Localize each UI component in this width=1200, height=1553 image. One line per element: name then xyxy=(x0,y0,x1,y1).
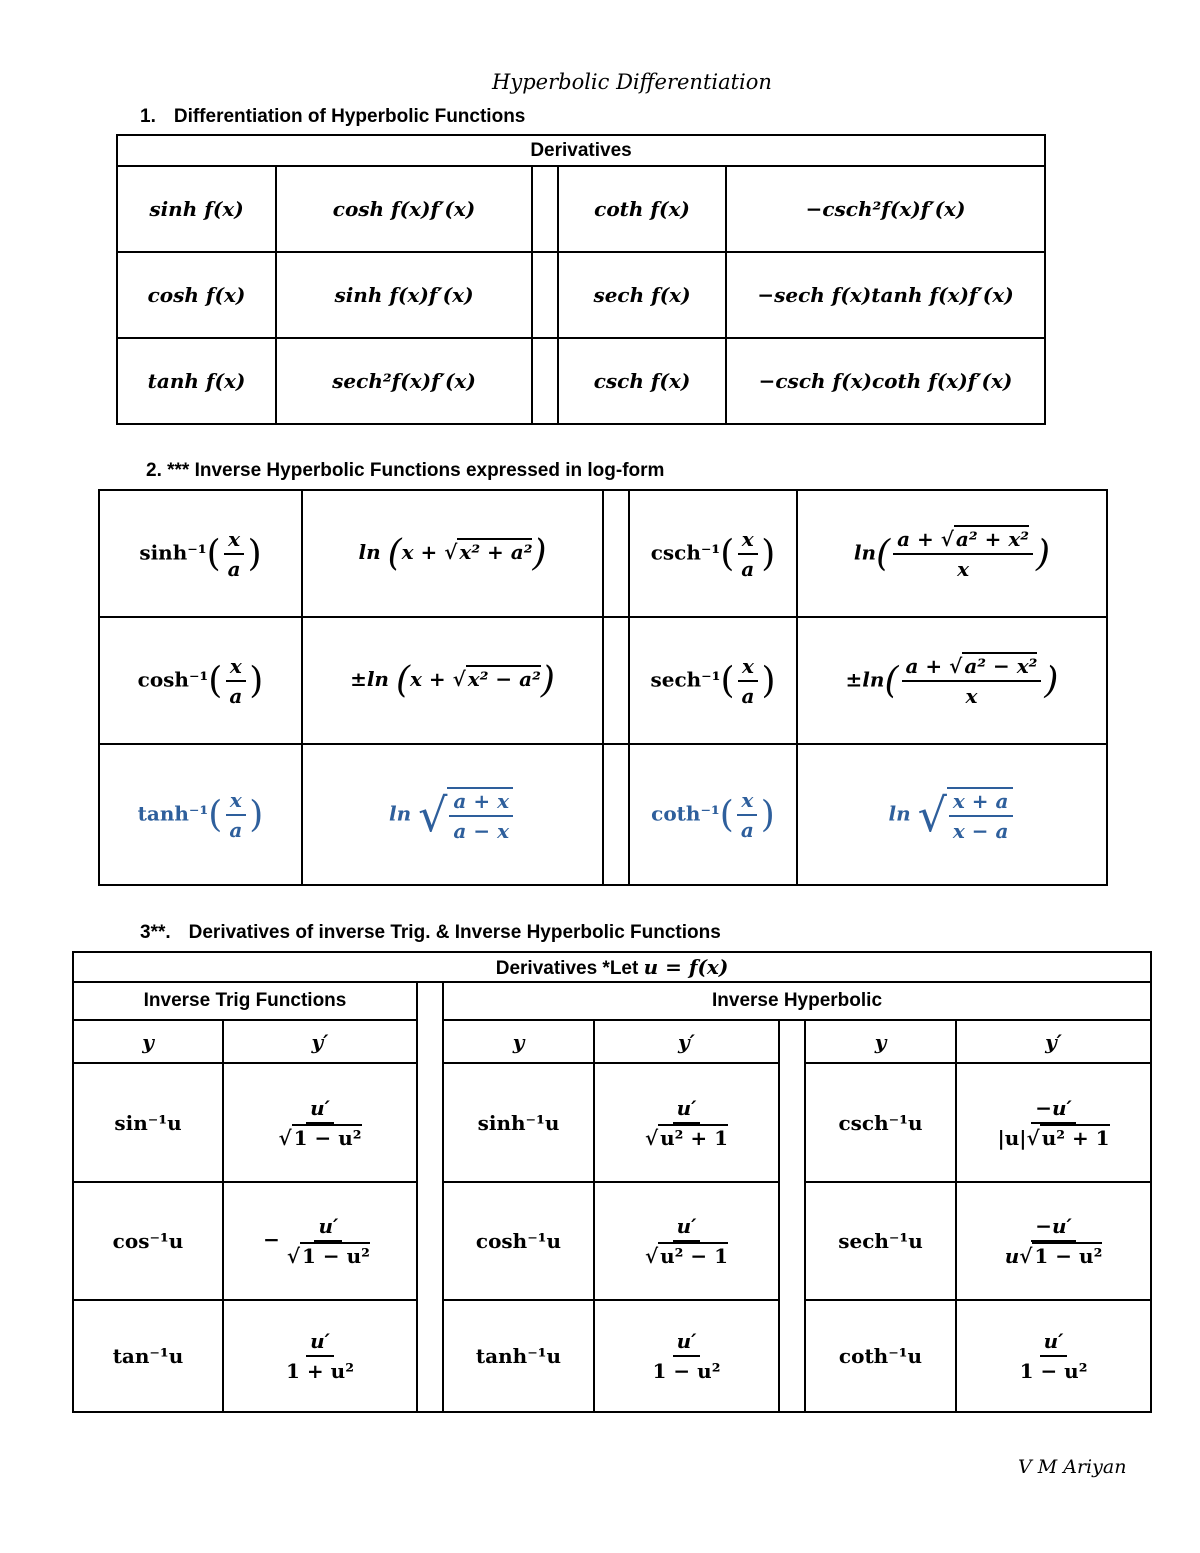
derivative-cell: $\frac{u'}{\text{√ 1 − u²}}$ xyxy=(223,1063,417,1182)
numerator: u′ xyxy=(306,1329,334,1357)
spacer-cell xyxy=(779,1020,805,1412)
section1-title: Differentiation of Hyperbolic Functions xyxy=(173,106,526,127)
numerator: u′ xyxy=(314,1214,342,1242)
table-row xyxy=(99,744,1107,885)
function-cell: coth⁻¹u xyxy=(805,1300,956,1412)
radicand: a² − x² xyxy=(964,653,1038,678)
function-name: csch⁻¹ xyxy=(650,540,721,564)
function-name: sinh⁻¹ xyxy=(139,540,207,564)
derivative-cell: sech²f(x)f′(x) xyxy=(276,338,532,424)
arg-numerator: x xyxy=(224,527,244,555)
log-prefix: ±ln xyxy=(845,667,885,691)
function-cell: tan⁻¹u xyxy=(73,1300,223,1412)
section3-heading xyxy=(140,922,721,944)
inverse-function-cell: sech⁻¹( $\frac{x}{a}$ ) xyxy=(629,617,797,744)
log-numerator: x + a xyxy=(949,789,1013,817)
hyperbolic-derivatives-table xyxy=(116,134,1046,425)
denominator-prefix: |u| xyxy=(997,1125,1027,1150)
section2-title: *** Inverse Hyperbolic Functions expressed in log-form xyxy=(167,460,665,481)
arg-numerator: x xyxy=(737,788,757,816)
derivative-cell: − $\frac{u'}{\text{√ 1 − u²}}$ xyxy=(223,1182,417,1300)
derivative-cell xyxy=(594,1300,779,1412)
arg-numerator: x xyxy=(226,788,246,816)
log-numerator: a + xyxy=(905,653,950,678)
log-prefix: ln xyxy=(389,801,412,825)
radicand: u² + 1 xyxy=(1041,1125,1110,1150)
col-header-y: y xyxy=(443,1020,594,1063)
table-row xyxy=(117,338,1045,424)
function-name: tanh⁻¹ xyxy=(137,801,209,825)
col-header-y: y xyxy=(805,1020,956,1063)
log-form-cell: ±ln (x + √ x² − a²) xyxy=(302,617,603,744)
inverse-function-cell: coth⁻¹( $\frac{x}{a}$ ) xyxy=(629,744,797,885)
derivative-cell: −sech f(x)tanh f(x)f′(x) xyxy=(726,252,1045,338)
function-cell: tanh⁻¹u xyxy=(443,1300,594,1412)
arg-denominator: a xyxy=(227,556,241,581)
radicand: u² − 1 xyxy=(660,1244,729,1268)
log-numerator: a + xyxy=(897,526,941,551)
log-prefix: ln xyxy=(358,540,381,564)
arg-denominator: a xyxy=(740,817,754,842)
section1-heading xyxy=(140,106,525,128)
numerator: u′ xyxy=(306,1096,334,1124)
derivative-cell: sinh f(x)f′(x) xyxy=(276,252,532,338)
arg-numerator: x xyxy=(738,654,758,682)
radicand: x² − a² xyxy=(467,667,541,691)
function-name: cosh⁻¹ xyxy=(137,667,209,691)
derivative-cell: cosh f(x)f′(x) xyxy=(276,166,532,252)
table-row xyxy=(73,1182,1151,1300)
arg-denominator: a xyxy=(741,556,755,581)
inverse-function-cell: csch⁻¹( $\frac{x}{a}$ ) xyxy=(629,490,797,617)
function-cell: csch f(x) xyxy=(558,338,726,424)
inverse-hyperbolic-log-table xyxy=(98,489,1108,886)
inverse-derivatives-table xyxy=(72,951,1152,1413)
derivative-cell: −csch²f(x)f′(x) xyxy=(726,166,1045,252)
spacer-cell xyxy=(603,617,629,744)
arg-numerator: x xyxy=(738,527,758,555)
radicand: x² + a² xyxy=(459,540,533,564)
log-numerator: a + x xyxy=(449,789,513,817)
col-header-y: y xyxy=(73,1020,223,1063)
log-prefix: ln xyxy=(888,801,911,825)
log-form-cell: ln( $\frac{\text{a + √ a² + x²}}{x}$ ) xyxy=(797,490,1107,617)
radicand: 1 − u² xyxy=(293,1125,362,1150)
log-form-cell: ln (x + √ x² + a²) xyxy=(302,490,603,617)
derivative-cell: $\frac{-u'}{\text{|u|√ u² + 1}}$ xyxy=(956,1063,1151,1182)
radicand: u² + 1 xyxy=(660,1125,729,1150)
log-form-cell: ln √ $\frac{a + x}{a - x}$ xyxy=(302,744,603,885)
header-text: Derivatives *Let xyxy=(495,957,644,979)
derivative-cell xyxy=(223,1300,417,1412)
group-header-inverse-hyperbolic: Inverse Hyperbolic xyxy=(443,982,1151,1020)
spacer-cell xyxy=(532,252,558,338)
spacer-cell xyxy=(532,338,558,424)
derivative-cell: $\frac{u'}{\text{√ u² − 1}}$ xyxy=(594,1182,779,1300)
radicand: 1 − u² xyxy=(302,1244,370,1268)
radicand: a² + x² xyxy=(955,526,1030,551)
negative-sign: − xyxy=(263,1227,280,1252)
col-header-yprime: y′ xyxy=(594,1020,779,1063)
section2-number: 2. xyxy=(146,460,162,481)
inverse-function-cell: cosh⁻¹( $\frac{x}{a}$ ) xyxy=(99,617,302,744)
function-cell: cos⁻¹u xyxy=(73,1182,223,1300)
log-denominator: a − x xyxy=(453,818,509,843)
table-row xyxy=(117,166,1045,252)
col-header-yprime: y′ xyxy=(956,1020,1151,1063)
spacer-cell xyxy=(603,490,629,617)
table-header xyxy=(73,952,1151,982)
function-name: coth⁻¹ xyxy=(651,801,720,825)
function-cell: tanh f(x) xyxy=(117,338,276,424)
arg-denominator: a xyxy=(229,683,243,708)
arg-denominator: a xyxy=(229,817,243,842)
numerator: −u′ xyxy=(1031,1214,1076,1242)
derivative-cell: $\frac{u'}{\text{√ u² + 1}}$ xyxy=(594,1063,779,1182)
log-denominator: x xyxy=(965,683,978,708)
function-cell: sech⁻¹u xyxy=(805,1182,956,1300)
function-cell: cosh f(x) xyxy=(117,252,276,338)
section1-number: 1. xyxy=(140,106,156,127)
section2-heading xyxy=(146,460,664,482)
table-row xyxy=(73,1063,1151,1182)
derivative-cell: −csch f(x)coth f(x)f′(x) xyxy=(726,338,1045,424)
function-cell: csch⁻¹u xyxy=(805,1063,956,1182)
log-form-cell: ±ln( $\frac{\text{a + √ a² − x²}}{x}$ ) xyxy=(797,617,1107,744)
header-math: u = f(x) xyxy=(643,954,729,979)
denominator: 1 + u² xyxy=(286,1359,354,1383)
table-row xyxy=(73,1300,1151,1412)
inverse-function-cell: tanh⁻¹( $\frac{x}{a}$ ) xyxy=(99,744,302,885)
log-prefix: ln xyxy=(853,540,877,564)
table-row xyxy=(117,252,1045,338)
table-row xyxy=(99,617,1107,744)
spacer-cell xyxy=(532,166,558,252)
table-row xyxy=(99,490,1107,617)
numerator: −u′ xyxy=(1031,1096,1076,1124)
derivative-cell xyxy=(956,1300,1151,1412)
log-denominator: x − a xyxy=(952,818,1009,843)
denominator: 1 − u² xyxy=(1019,1359,1088,1383)
function-cell: cosh⁻¹u xyxy=(443,1182,594,1300)
page-title: Hyperbolic Differentiation xyxy=(492,70,772,94)
table-header: Derivatives xyxy=(117,135,1045,166)
denominator-prefix: u xyxy=(1004,1244,1020,1268)
arg-denominator: a xyxy=(741,683,755,708)
log-inner: x + xyxy=(410,667,453,691)
numerator: u′ xyxy=(673,1214,701,1242)
author-signature: V M Ariyan xyxy=(1018,1456,1127,1478)
function-cell: sech f(x) xyxy=(558,252,726,338)
log-denominator: x xyxy=(957,556,970,581)
numerator: u′ xyxy=(673,1329,701,1357)
section3-title: Derivatives of inverse Trig. & Inverse Hyperbolic Functions xyxy=(188,922,721,943)
derivative-cell: $\frac{-u'}{\text{u√ 1 − u²}}$ xyxy=(956,1182,1151,1300)
spacer-cell xyxy=(603,744,629,885)
radicand: 1 − u² xyxy=(1034,1244,1103,1268)
section3-number: 3**. xyxy=(140,922,171,943)
log-prefix: ±ln xyxy=(350,667,389,691)
log-form-cell: ln √ $\frac{x + a}{x - a}$ xyxy=(797,744,1107,885)
numerator: u′ xyxy=(1040,1329,1068,1357)
arg-numerator: x xyxy=(226,654,246,682)
numerator: u′ xyxy=(673,1096,701,1124)
function-cell: coth f(x) xyxy=(558,166,726,252)
group-header-inverse-trig: Inverse Trig Functions xyxy=(73,982,417,1020)
col-header-yprime: y′ xyxy=(223,1020,417,1063)
denominator: 1 − u² xyxy=(652,1359,721,1383)
function-cell: sin⁻¹u xyxy=(73,1063,223,1182)
function-cell: sinh f(x) xyxy=(117,166,276,252)
function-name: sech⁻¹ xyxy=(650,667,721,691)
function-cell: sinh⁻¹u xyxy=(443,1063,594,1182)
log-inner: x + xyxy=(401,540,445,564)
spacer-cell xyxy=(417,982,443,1412)
inverse-function-cell: sinh⁻¹( $\frac{x}{a}$ ) xyxy=(99,490,302,617)
